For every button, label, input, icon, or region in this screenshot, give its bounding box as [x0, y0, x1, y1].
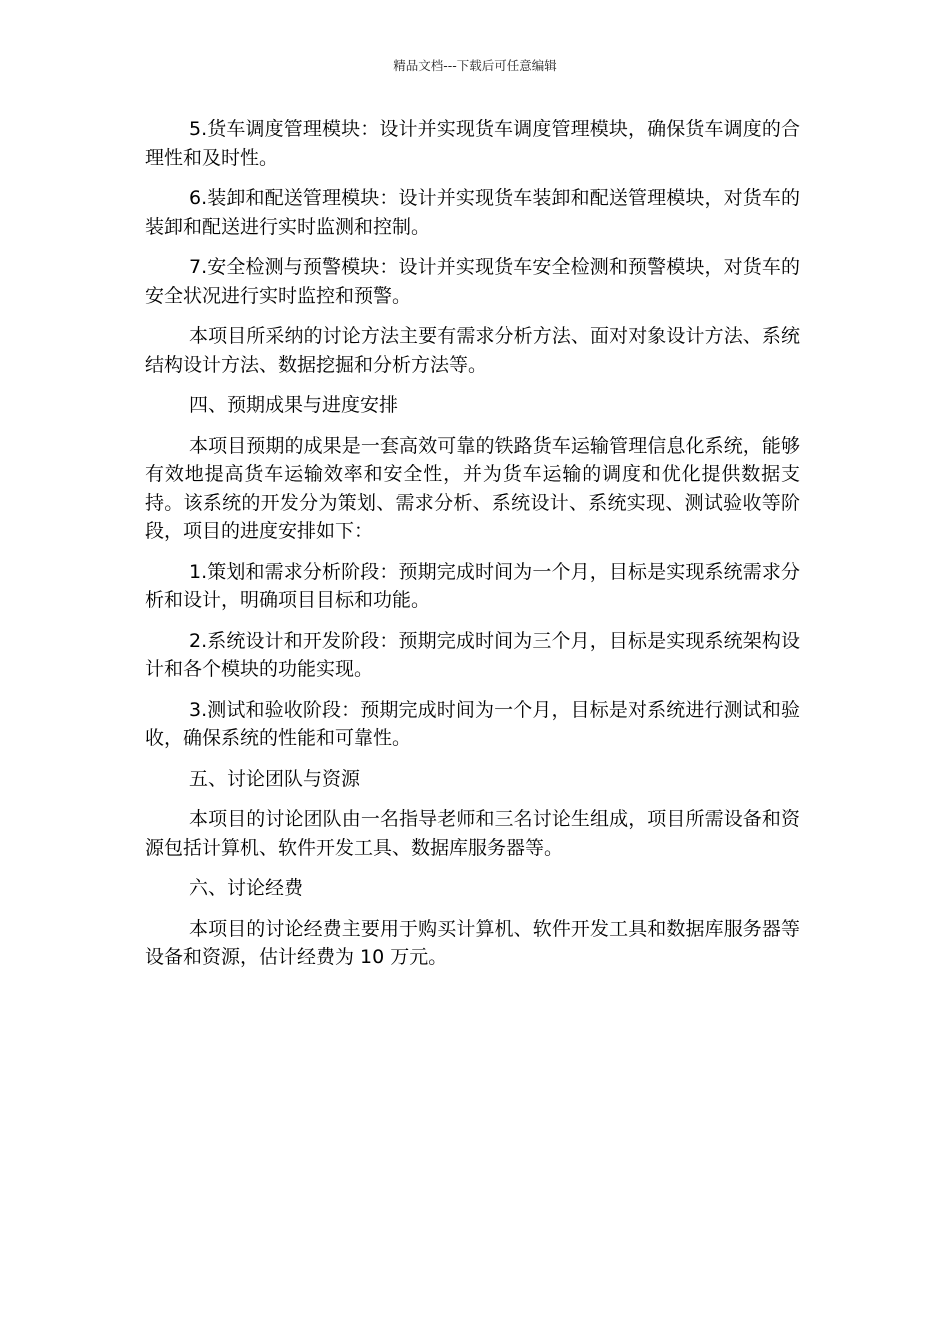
paragraph-funding: 本项目的讨论经费主要用于购买计算机、软件开发工具和数据库服务器等设备和资源，估计经费为 10 万元。 — [145, 917, 800, 968]
paragraph-phase-2: 2.系统设计和开发阶段：预期完成时间为三个月，目标是实现系统架构设计和各个模块的功能实现。 — [145, 629, 800, 680]
section-heading-6: 六、讨论经费 — [189, 877, 304, 899]
paragraph-module-5: 5.货车调度管理模块：设计并实现货车调度管理模块，确保货车调度的合理性和及时性。 — [145, 118, 800, 169]
section-heading-4: 四、预期成果与进度安排 — [189, 394, 399, 416]
paragraph-module-7: 7.安全检测与预警模块：设计并实现货车安全检测和预警模块，对货车的安全状况进行实时监控和预警。 — [145, 256, 800, 307]
paragraph-research-methods: 本项目所采纳的讨论方法主要有需求分析方法、面对对象设计方法、系统结构设计方法、数据挖掘和分析方法等。 — [145, 325, 800, 376]
section-heading-5: 五、讨论团队与资源 — [189, 767, 361, 790]
paragraph-module-6: 6.装卸和配送管理模块：设计并实现货车装卸和配送管理模块，对货车的装卸和配送进行实时监测和控制。 — [145, 187, 800, 238]
paragraph-phase-1: 1.策划和需求分析阶段：预期完成时间为一个月，目标是实现系统需求分析和设计，明确项目目标和功能。 — [145, 560, 800, 611]
paragraph-phase-3: 3.测试和验收阶段：预期完成时间为一个月，目标是对系统进行测试和验收，确保系统的性能和可靠性。 — [145, 698, 800, 749]
page-header: 精品文档---下载后可任意编辑 — [393, 58, 557, 73]
paragraph-expected-results: 本项目预期的成果是一套高效可靠的铁路货车运输管理信息化系统，能够有效地提高货车运输效率和安全性，并为货车运输的调度和优化提供数据支持。该系统的开发分为策划、需求分析、系统设计、系统实现、测试验收等阶段，项目的进度安排如下： — [145, 434, 800, 542]
paragraph-team-resources: 本项目的讨论团队由一名指导老师和三名讨论生组成，项目所需设备和资源包括计算机、软件开发工具、数据库服务器等。 — [145, 808, 800, 859]
document-body — [145, 115, 800, 984]
